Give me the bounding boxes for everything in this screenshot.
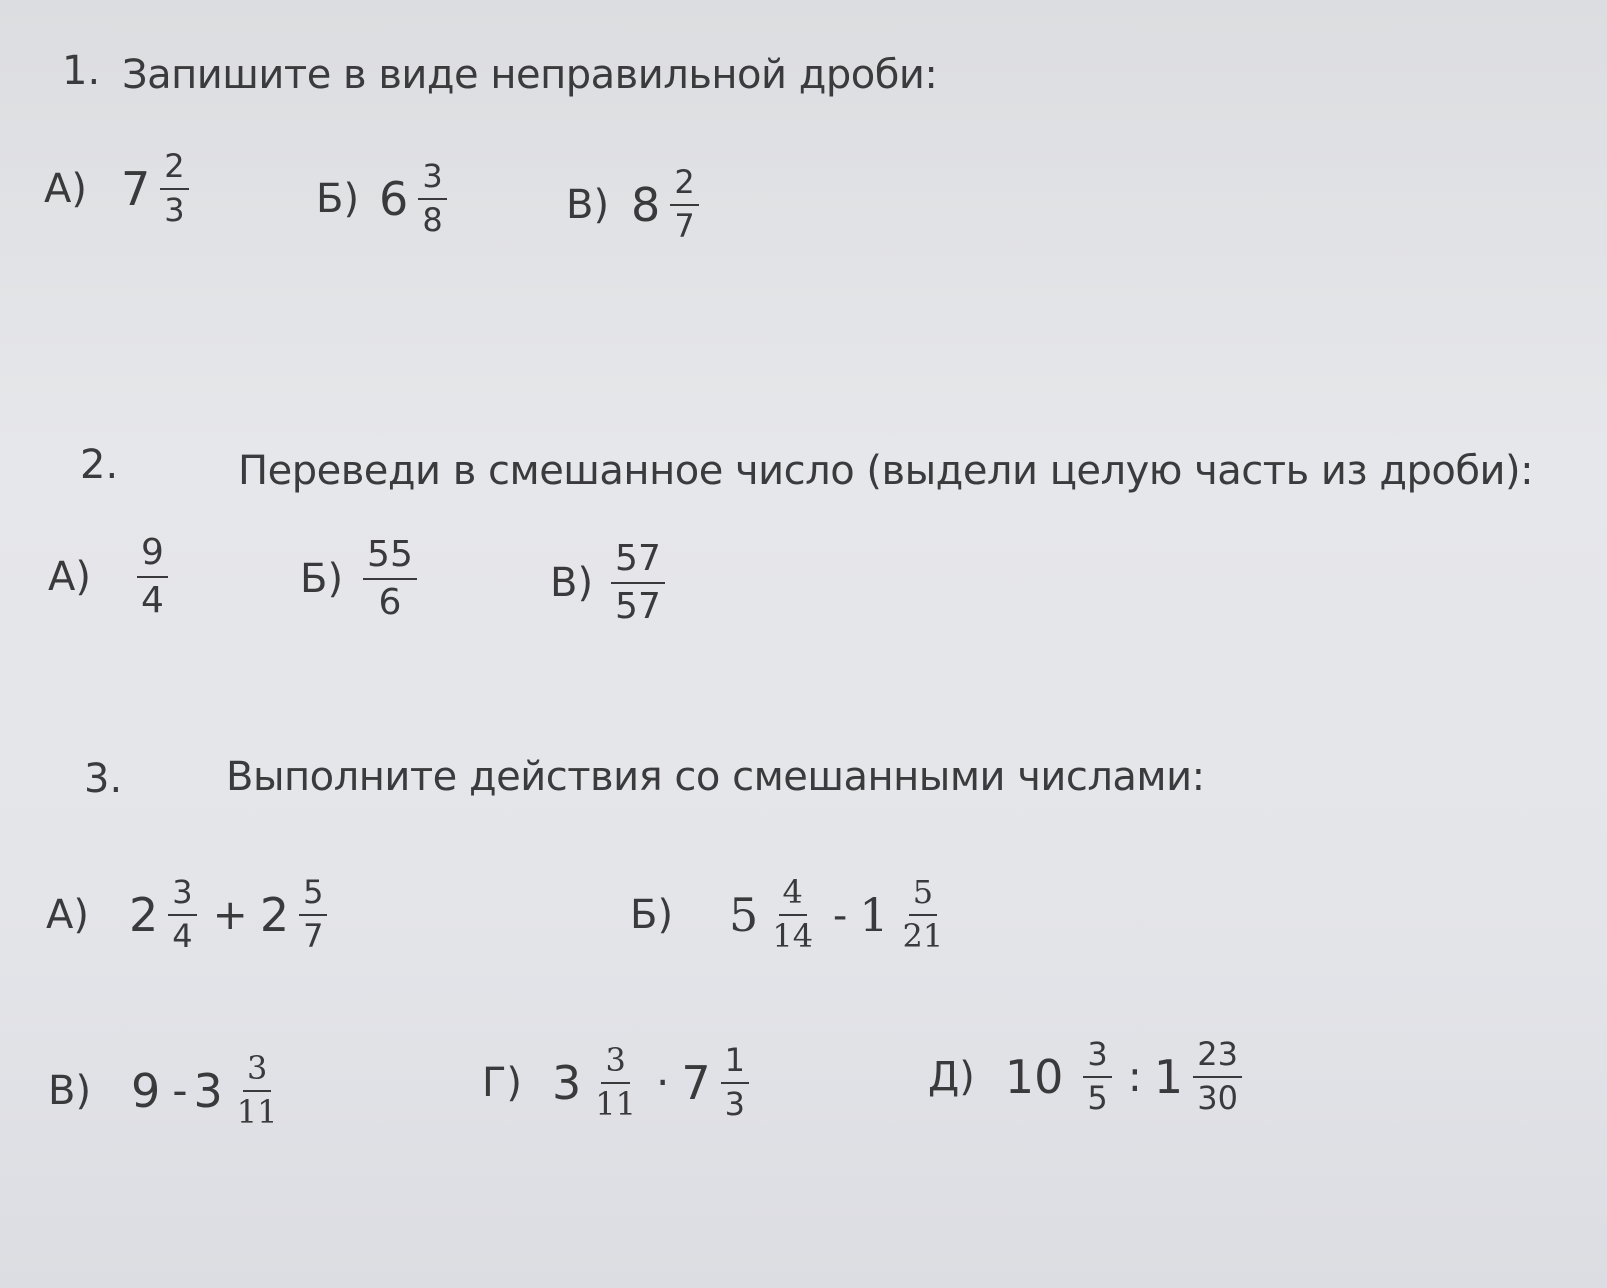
task2-item-a xyxy=(48,534,172,620)
task1-item-b xyxy=(316,157,451,239)
fraction xyxy=(721,1041,749,1123)
numerator: 5 xyxy=(909,876,937,916)
whole-part: 7 xyxy=(681,1055,711,1110)
task3-item-d xyxy=(482,1041,753,1123)
numerator: 3 xyxy=(168,876,196,916)
fraction xyxy=(418,157,446,239)
item-letter: Б) xyxy=(630,891,674,938)
whole-part: 8 xyxy=(631,177,661,232)
task1-title: Запишите в виде неправильной дроби: xyxy=(122,52,938,98)
numerator: 55 xyxy=(363,536,417,580)
item-letter: В) xyxy=(566,181,610,228)
whole-part: 5 xyxy=(729,887,759,942)
whole-part: 9 xyxy=(131,1063,161,1118)
numerator: 4 xyxy=(779,876,807,916)
operator: - xyxy=(833,890,848,940)
fraction xyxy=(137,534,168,620)
denominator: 14 xyxy=(772,916,814,955)
item-letter: А) xyxy=(48,553,91,600)
task1-item-c xyxy=(566,163,703,245)
denominator: 21 xyxy=(902,916,944,955)
fraction xyxy=(233,1049,282,1131)
item-letter: Б) xyxy=(316,175,360,222)
numerator: 3 xyxy=(601,1044,629,1084)
numerator: 3 xyxy=(418,160,446,200)
whole-part: 2 xyxy=(128,887,159,942)
operator: + xyxy=(212,890,248,940)
numerator: 23 xyxy=(1193,1038,1242,1078)
denominator: 3 xyxy=(164,190,185,229)
numerator: 3 xyxy=(1083,1038,1111,1078)
fraction xyxy=(591,1041,640,1123)
fraction xyxy=(899,873,948,955)
whole-part: 3 xyxy=(552,1055,582,1110)
denominator: 3 xyxy=(724,1084,745,1123)
denominator: 4 xyxy=(172,916,193,955)
task2-item-c xyxy=(550,540,669,626)
fraction xyxy=(160,147,188,229)
task2-item-b xyxy=(300,536,421,622)
whole-part: 2 xyxy=(259,887,290,942)
task3-item-e xyxy=(928,1035,1246,1117)
task1-item-a xyxy=(44,147,193,229)
item-letter: А) xyxy=(46,891,89,938)
numerator: 2 xyxy=(670,166,698,206)
fraction xyxy=(299,873,327,955)
fraction xyxy=(363,536,417,622)
whole-part: 3 xyxy=(193,1063,223,1118)
item-letter: В) xyxy=(48,1067,92,1114)
task3-number: 3. xyxy=(84,756,123,802)
numerator: 57 xyxy=(611,540,665,584)
denominator: 6 xyxy=(378,581,402,623)
fraction xyxy=(611,540,665,626)
task1-number: 1. xyxy=(62,48,101,94)
numerator: 9 xyxy=(137,534,168,578)
fraction xyxy=(168,873,196,955)
task3-item-a xyxy=(46,873,331,955)
numerator: 3 xyxy=(243,1052,271,1092)
numerator: 2 xyxy=(160,150,188,190)
fraction xyxy=(1083,1035,1111,1117)
item-letter: А) xyxy=(44,165,87,212)
task3-item-b xyxy=(630,873,951,955)
item-letter: Б) xyxy=(300,555,344,602)
whole-part: 6 xyxy=(379,171,409,226)
denominator: 57 xyxy=(615,585,661,627)
denominator: 11 xyxy=(236,1092,278,1131)
denominator: 7 xyxy=(303,916,324,955)
operator: - xyxy=(172,1066,188,1116)
task2-title: Переведи в смешанное число (выдели целую часть из дроби): xyxy=(238,448,1534,494)
task2-number: 2. xyxy=(80,442,119,488)
fraction xyxy=(768,873,817,955)
denominator: 8 xyxy=(422,200,443,239)
denominator: 7 xyxy=(674,206,695,245)
whole-part: 1 xyxy=(1153,1049,1184,1104)
denominator: 5 xyxy=(1087,1078,1108,1117)
task3-item-c xyxy=(48,1049,285,1131)
numerator: 5 xyxy=(299,876,327,916)
whole-part: 10 xyxy=(1004,1049,1064,1104)
item-letter: Г) xyxy=(482,1059,522,1106)
operator: · xyxy=(656,1058,670,1108)
fraction xyxy=(1193,1035,1242,1117)
item-letter: Д) xyxy=(928,1053,975,1100)
whole-part: 1 xyxy=(859,887,889,942)
numerator: 1 xyxy=(721,1044,749,1084)
whole-part: 7 xyxy=(120,161,151,216)
task3-title: Выполните действия со смешанными числами: xyxy=(226,754,1205,800)
denominator: 11 xyxy=(595,1084,636,1123)
operator: : xyxy=(1127,1052,1142,1102)
denominator: 4 xyxy=(140,579,164,621)
denominator: 30 xyxy=(1197,1078,1238,1117)
item-letter: В) xyxy=(550,559,594,606)
fraction xyxy=(670,163,698,245)
